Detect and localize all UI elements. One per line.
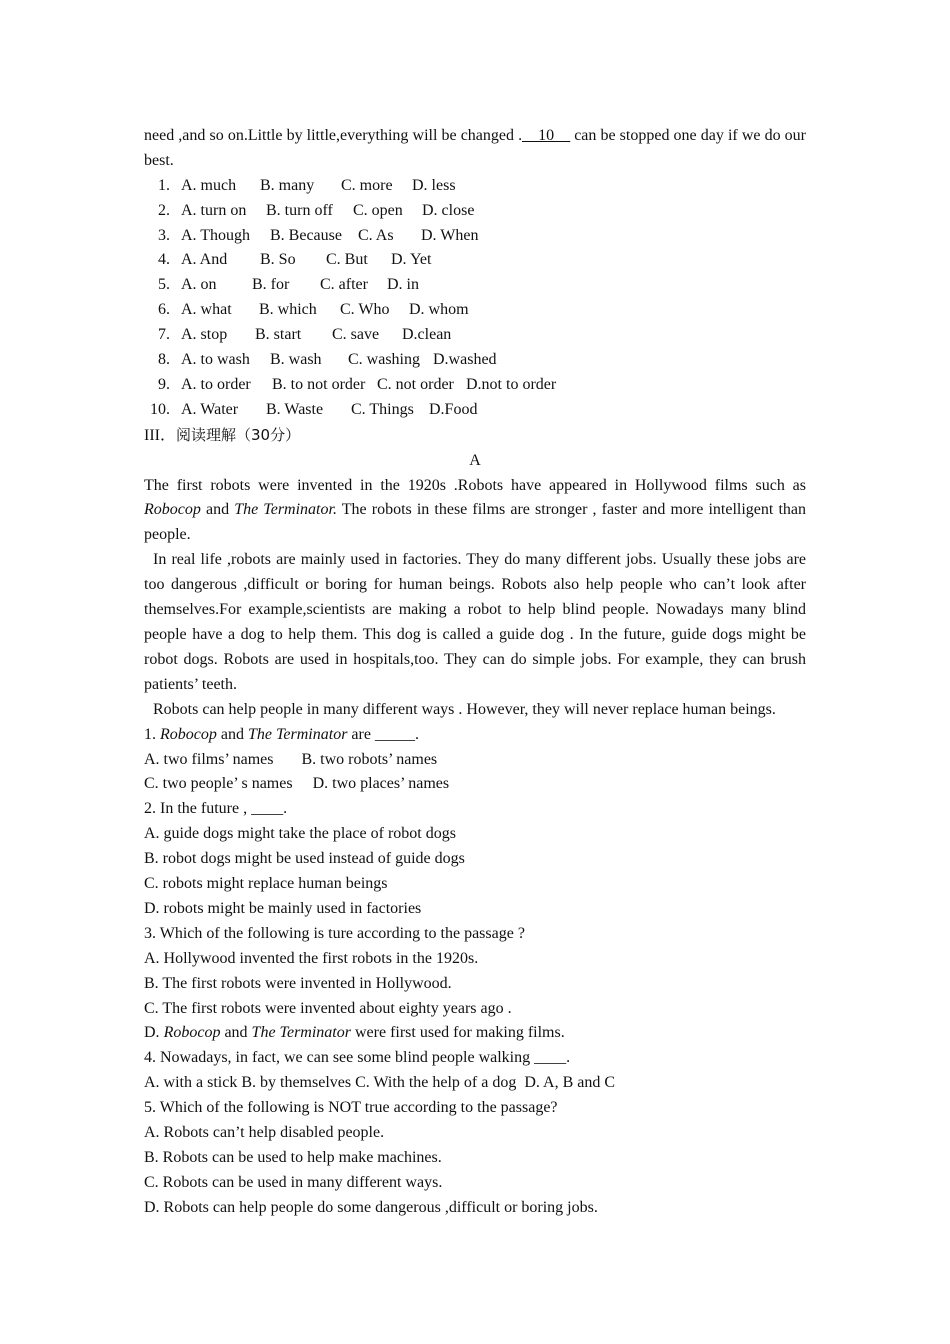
option-a: A. turn on — [181, 201, 247, 219]
question-text: are _____. — [347, 725, 419, 743]
option-d: D. less — [412, 176, 456, 194]
option-d: D. Yet — [391, 251, 432, 269]
option-a: A. to order — [181, 375, 251, 393]
section-heading — [144, 423, 806, 449]
option-row-6 — [144, 298, 806, 323]
question-2-option-c: C. robots might replace human beings — [144, 875, 388, 893]
option-row-9 — [144, 373, 806, 398]
option-number: 2. — [158, 201, 170, 219]
option-text: and — [220, 1024, 252, 1042]
option-c: C. Things — [351, 400, 414, 418]
passage-tail — [144, 124, 806, 174]
question-5: 5. Which of the following is NOT true according to the passage? — [144, 1099, 558, 1117]
paragraph-text: The robots in these films are stronger , faster and more intelligent than people. — [144, 501, 806, 544]
option-d: D.washed — [433, 351, 497, 369]
passage-tail-text-end: can be stopped one day if we do our best. — [144, 127, 806, 169]
option-a: A. much — [181, 176, 237, 194]
option-d: D. close — [422, 201, 475, 219]
question-4: 4. Nowadays, in fact, we can see some blind people walking ____. — [144, 1049, 571, 1067]
option-d: D. When — [421, 226, 479, 244]
section-number: III． — [144, 426, 176, 444]
option-number: 5. — [158, 276, 170, 294]
option-c: C. As — [358, 226, 394, 244]
question-1 — [144, 723, 806, 748]
option-d: D.not to order — [466, 375, 557, 393]
option-row-7 — [144, 323, 806, 348]
film-title: The Terminator. — [234, 501, 337, 519]
blank-10: __10__ — [522, 127, 571, 144]
questions-section — [144, 723, 806, 1221]
question-3-option-c: C. The first robots were invented about eighty years ago . — [144, 999, 512, 1017]
paragraph-text: and — [200, 501, 235, 519]
option-c: C. save — [332, 326, 380, 344]
reading-paragraph-3: Robots can help people in many different ways . However, they will never replace human beings. — [153, 700, 776, 718]
option-row-4 — [144, 248, 806, 273]
option-c: C. Who — [340, 301, 390, 319]
question-2-option-a: A. guide dogs might take the place of robot dogs — [144, 825, 456, 843]
option-d: D. in — [387, 276, 419, 294]
question-5-option-d: D. Robots can help people do some dangerous ,difficult or boring jobs. — [144, 1198, 598, 1216]
question-3-option-b: B. The first robots were invented in Hollywood. — [144, 974, 452, 992]
cloze-options-list — [144, 174, 806, 423]
film-title: The Terminator — [251, 1024, 351, 1042]
option-d: D.clean — [402, 326, 452, 344]
question-5-option-c: C. Robots can be used in many different ways. — [144, 1173, 443, 1191]
question-number: 1. — [144, 725, 160, 743]
option-number: 10. — [150, 400, 170, 418]
option-number: 4. — [158, 251, 170, 269]
option-c: C. not order — [377, 375, 454, 393]
option-a: A. And — [181, 251, 228, 269]
option-number: 3. — [158, 226, 170, 244]
option-a: A. on — [181, 276, 217, 294]
option-c: C. open — [353, 201, 403, 219]
option-d: D.Food — [429, 400, 478, 418]
question-2: 2. In the future , ____. — [144, 800, 288, 818]
option-number: 6. — [158, 301, 170, 319]
option-b: B. Waste — [266, 400, 324, 418]
option-b: B. start — [255, 326, 302, 344]
option-row-2 — [144, 199, 806, 224]
question-1-options-cd: C. two people’ s names D. two places’ names — [144, 775, 450, 793]
passage-tail-text: need ,and so on.Little by little,everything will be changed . — [144, 127, 523, 144]
option-number: 8. — [158, 351, 170, 369]
question-3-option-a: A. Hollywood invented the first robots in the 1920s. — [144, 949, 479, 967]
document-page — [144, 124, 806, 1221]
option-c: C. But — [326, 251, 368, 269]
option-text: were first used for making films. — [350, 1024, 565, 1042]
section-title: 阅读理解（30分） — [176, 425, 301, 444]
option-b: B. wash — [270, 351, 322, 369]
question-5-option-a: A. Robots can’t help disabled people. — [144, 1124, 385, 1142]
reading-paragraph-1 — [144, 474, 806, 549]
passage-letter: A — [469, 451, 481, 469]
option-row-3 — [144, 224, 806, 249]
film-title: The Terminator — [247, 725, 348, 743]
question-3: 3. Which of the following is ture according to the passage ? — [144, 924, 525, 942]
option-b: B. to not order — [272, 375, 366, 393]
option-label: D. — [144, 1024, 164, 1042]
option-a: A. Water — [181, 400, 239, 418]
option-b: B. turn off — [266, 201, 333, 219]
film-title: Robocop — [144, 501, 201, 519]
option-row-8 — [144, 348, 806, 373]
film-title: Robocop — [163, 1024, 221, 1042]
question-1-options-ab: A. two films’ names B. two robots’ names — [144, 750, 438, 768]
option-a: A. stop — [181, 326, 228, 344]
option-row-5 — [144, 273, 806, 298]
option-number: 7. — [158, 326, 170, 344]
question-2-option-b: B. robot dogs might be used instead of guide dogs — [144, 850, 465, 868]
option-a: A. to wash — [181, 351, 250, 369]
question-5-option-b: B. Robots can be used to help make machines. — [144, 1149, 442, 1166]
option-a: A. what — [181, 301, 232, 319]
option-b: B. many — [260, 176, 315, 194]
option-row-1 — [144, 174, 806, 199]
paragraph-text: The first robots were invented in the 1920s .Robots have appeared in Hollywood films such as — [144, 476, 806, 494]
option-b: B. Because — [270, 226, 342, 244]
film-title: Robocop — [160, 725, 217, 743]
option-b: B. which — [259, 301, 317, 319]
option-a: A. Though — [181, 226, 251, 244]
question-3-option-d — [144, 1021, 806, 1046]
option-d: D. whom — [409, 301, 469, 319]
question-4-options: A. with a stick B. by themselves C. With the help of a dog D. A, B and C — [144, 1074, 616, 1092]
option-b: B. for — [252, 276, 290, 294]
option-c: C. after — [320, 276, 368, 294]
option-c: C. more — [341, 176, 393, 194]
option-row-10 — [144, 398, 806, 423]
option-b: B. So — [260, 251, 296, 269]
reading-paragraph-2: In real life ,robots are mainly used in factories. They do many different jobs. Usually these jobs are too dangerous ,difficult or boring for human beings. Robots also help people who can’t look after themselves.For example,scientists are making a robot to help blind people. Nowadays many blind people have a dog to help them. This dog is called a guide dog . In the future, guide dogs might be robot dogs. Robots are used in hospitals,too. They can do simple jobs. For example, they can brush patients’ teeth. — [144, 551, 806, 693]
option-number: 1. — [158, 176, 170, 194]
option-number: 9. — [158, 375, 170, 393]
question-text: and — [216, 725, 248, 743]
question-2-option-d: D. robots might be mainly used in factories — [144, 899, 422, 917]
option-c: C. washing — [348, 351, 420, 369]
